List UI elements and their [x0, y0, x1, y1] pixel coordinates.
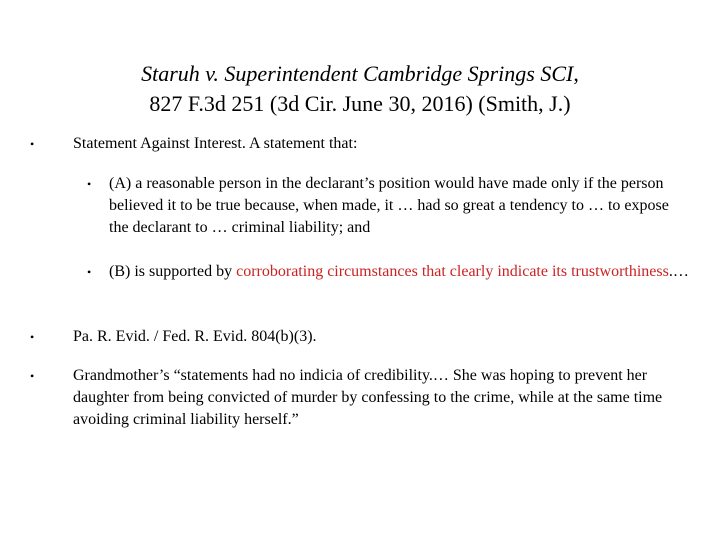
- sub-bullet-b-suffix: .…: [668, 263, 689, 280]
- bullet-text: [109, 261, 689, 283]
- bullet-text: Grandmother’s “statements had no indicia of credibility.… She was hoping to prevent her daughter from being convicted of murder by confessing to the crime, while at the same time avoiding criminal liability herself.”: [73, 367, 663, 428]
- slide-title-citation: 827 F.3d 251 (3d Cir. June 30, 2016) (Smith, J.): [149, 91, 571, 116]
- bullet-marker: •: [87, 265, 92, 279]
- bullet-text: (A) a reasonable person in the declarant’s position would have made only if the person believed it to be true because, when made, it … had so great a tendency to … to expose the declarant to … criminal liability; and: [109, 175, 669, 236]
- bullet-text: Pa. R. Evid. / Fed. R. Evid. 804(b)(3).: [73, 328, 317, 345]
- bullet-marker: •: [87, 177, 92, 191]
- bullet-marker: •: [30, 330, 35, 344]
- sub-bullet-b-prefix: (B) is supported by: [109, 263, 237, 280]
- bullet-text: Statement Against Interest. A statement that:: [73, 135, 358, 152]
- slide-title-case-name: [0, 59, 720, 89]
- bullet-marker: •: [30, 369, 35, 383]
- bullet-marker: •: [30, 137, 35, 151]
- case-name-comma: ,: [573, 61, 579, 86]
- highlighted-phrase: corroborating circumstances that clearly indicate its trustworthiness: [236, 263, 669, 280]
- case-name: Staruh v. Superintendent Cambridge Springs SCI: [141, 61, 574, 86]
